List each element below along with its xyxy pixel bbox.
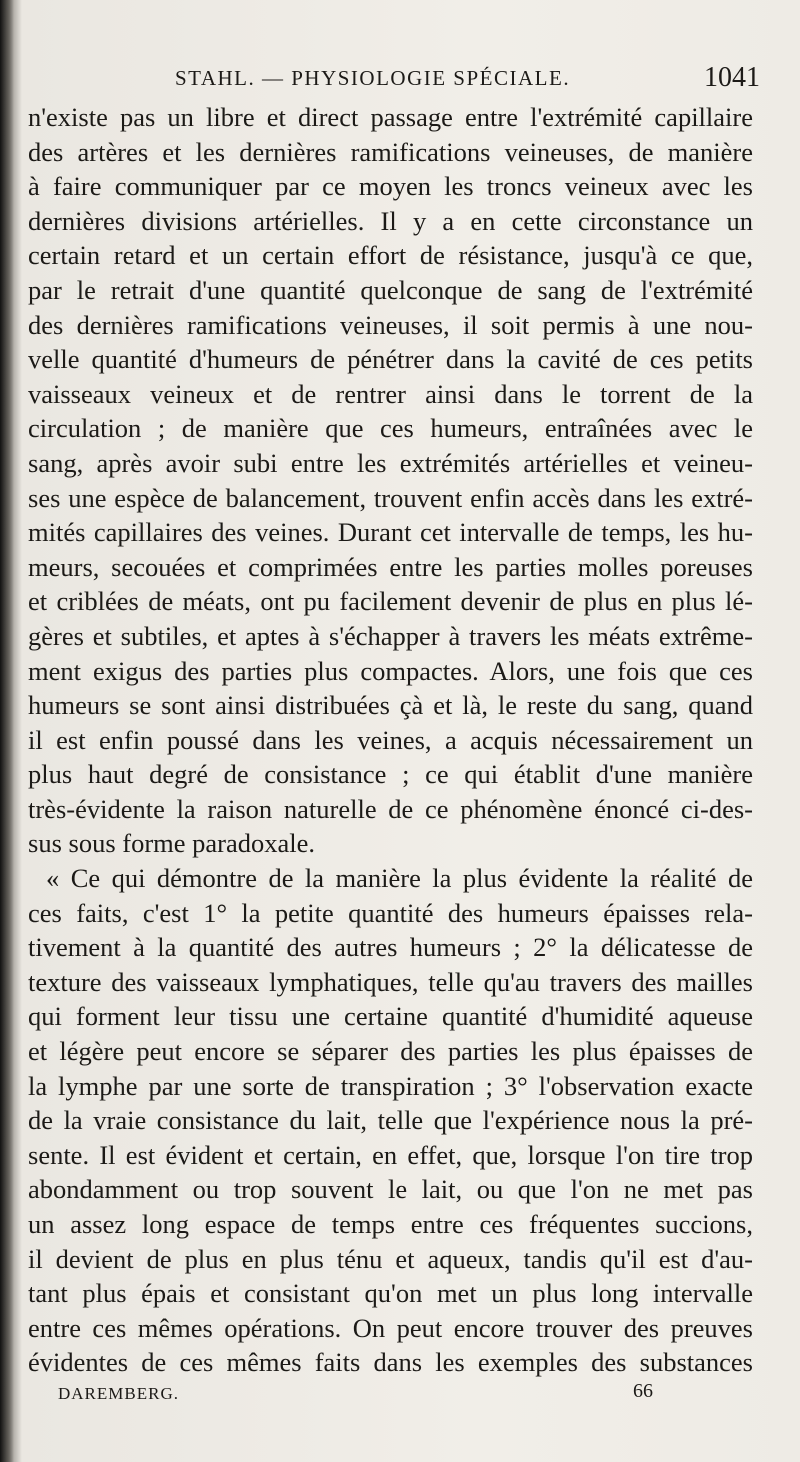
text-line: sente. Il est évident et certain, en effet, que, lorsque l'on tire trop: [28, 1139, 753, 1170]
page-header: [175, 62, 760, 98]
text-line: et légère peut encore se séparer des parties les plus épaisses de: [28, 1036, 753, 1067]
signature-mark: DAREMBERG.: [58, 1384, 179, 1403]
text-line: velle quantité d'humeurs de pénétrer dans la cavité de ces petits: [28, 344, 753, 375]
text-line: meurs, secouées et comprimées entre les parties molles poreuses: [28, 551, 753, 582]
page-number: 1041: [704, 62, 760, 93]
text-line: tivement à la quantité des autres humeurs ; 2° la délicatesse de: [28, 932, 753, 963]
page-gutter-shadow: [0, 0, 14, 1462]
text-line: dernières divisions artérielles. Il y a en cette circonstance un: [28, 205, 753, 236]
text-line: qui forment leur tissu une certaine quantité d'humidité aqueuse: [28, 1001, 753, 1032]
text-line: par le retrait d'une quantité quelconque de sang de l'extrémité: [28, 274, 753, 305]
text-line: plus haut degré de consistance ; ce qui établit d'une manière: [28, 759, 753, 790]
text-line: humeurs se sont ainsi distribuées çà et là, le reste du sang, quand: [28, 690, 753, 721]
text-line: tant plus épais et consistant qu'on met un plus long intervalle: [28, 1278, 753, 1309]
text-line: et criblées de méats, ont pu facilement devenir de plus en plus lé-: [28, 586, 753, 617]
page-footer: [58, 1380, 658, 1410]
text-line: mités capillaires des veines. Durant cet intervalle de temps, les hu-: [28, 517, 753, 548]
body-text: [28, 100, 753, 1380]
text-line: la lymphe par une sorte de transpiration ; 3° l'observation exacte: [28, 1070, 753, 1101]
text-line: ment exigus des parties plus compactes. Alors, une fois que ces: [28, 655, 753, 686]
text-line: très-évidente la raison naturelle de ce phénomène énoncé ci-des-: [28, 793, 753, 824]
text-line: il devient de plus en plus ténu et aqueux, tandis qu'il est d'au-: [28, 1243, 753, 1274]
text-line: gères et subtiles, et aptes à s'échapper à travers les méats extrême-: [28, 620, 753, 651]
running-head: STAHL. — PHYSIOLOGIE SPÉCIALE.: [175, 66, 571, 90]
text-line: vaisseaux veineux et de rentrer ainsi dans le torrent de la: [28, 378, 753, 409]
text-line: circulation ; de manière que ces humeurs, entraînées avec le: [28, 413, 753, 444]
text-line: entre ces mêmes opérations. On peut encore trouver des preuves: [28, 1312, 753, 1343]
text-line: évidentes de ces mêmes faits dans les exemples des substances: [28, 1347, 753, 1378]
text-line: sang, après avoir subi entre les extrémités artérielles et veineu-: [28, 447, 753, 478]
text-line: à faire communiquer par ce moyen les troncs veineux avec les: [28, 171, 753, 202]
text-line: « Ce qui démontre de la manière la plus évidente la réalité de: [46, 863, 753, 894]
text-line: il est enfin poussé dans les veines, a acquis nécessairement un: [28, 724, 753, 755]
text-line: de la vraie consistance du lait, telle que l'expérience nous la pré-: [28, 1105, 753, 1136]
text-line: n'existe pas un libre et direct passage entre l'extrémité capillaire: [28, 102, 753, 132]
text-line: un assez long espace de temps entre ces fréquentes succions,: [28, 1209, 753, 1239]
sheet-number: 66: [633, 1380, 653, 1402]
text-line: ces faits, c'est 1° la petite quantité des humeurs épaisses rela-: [28, 897, 753, 928]
text-line: texture des vaisseaux lymphatiques, telle qu'au travers des mailles: [28, 966, 753, 997]
text-line: des dernières ramifications veineuses, il soit permis à une nou-: [28, 309, 753, 340]
text-line: ses une espèce de balancement, trouvent enfin accès dans les extré-: [28, 482, 753, 513]
text-line: certain retard et un certain effort de résistance, jusqu'à ce que,: [28, 240, 753, 271]
text-line: sus sous forme paradoxale.: [28, 828, 316, 859]
text-line: des artères et les dernières ramifications veineuses, de manière: [28, 136, 753, 167]
text-line: abondamment ou trop souvent le lait, ou que l'on ne met pas: [28, 1174, 753, 1205]
